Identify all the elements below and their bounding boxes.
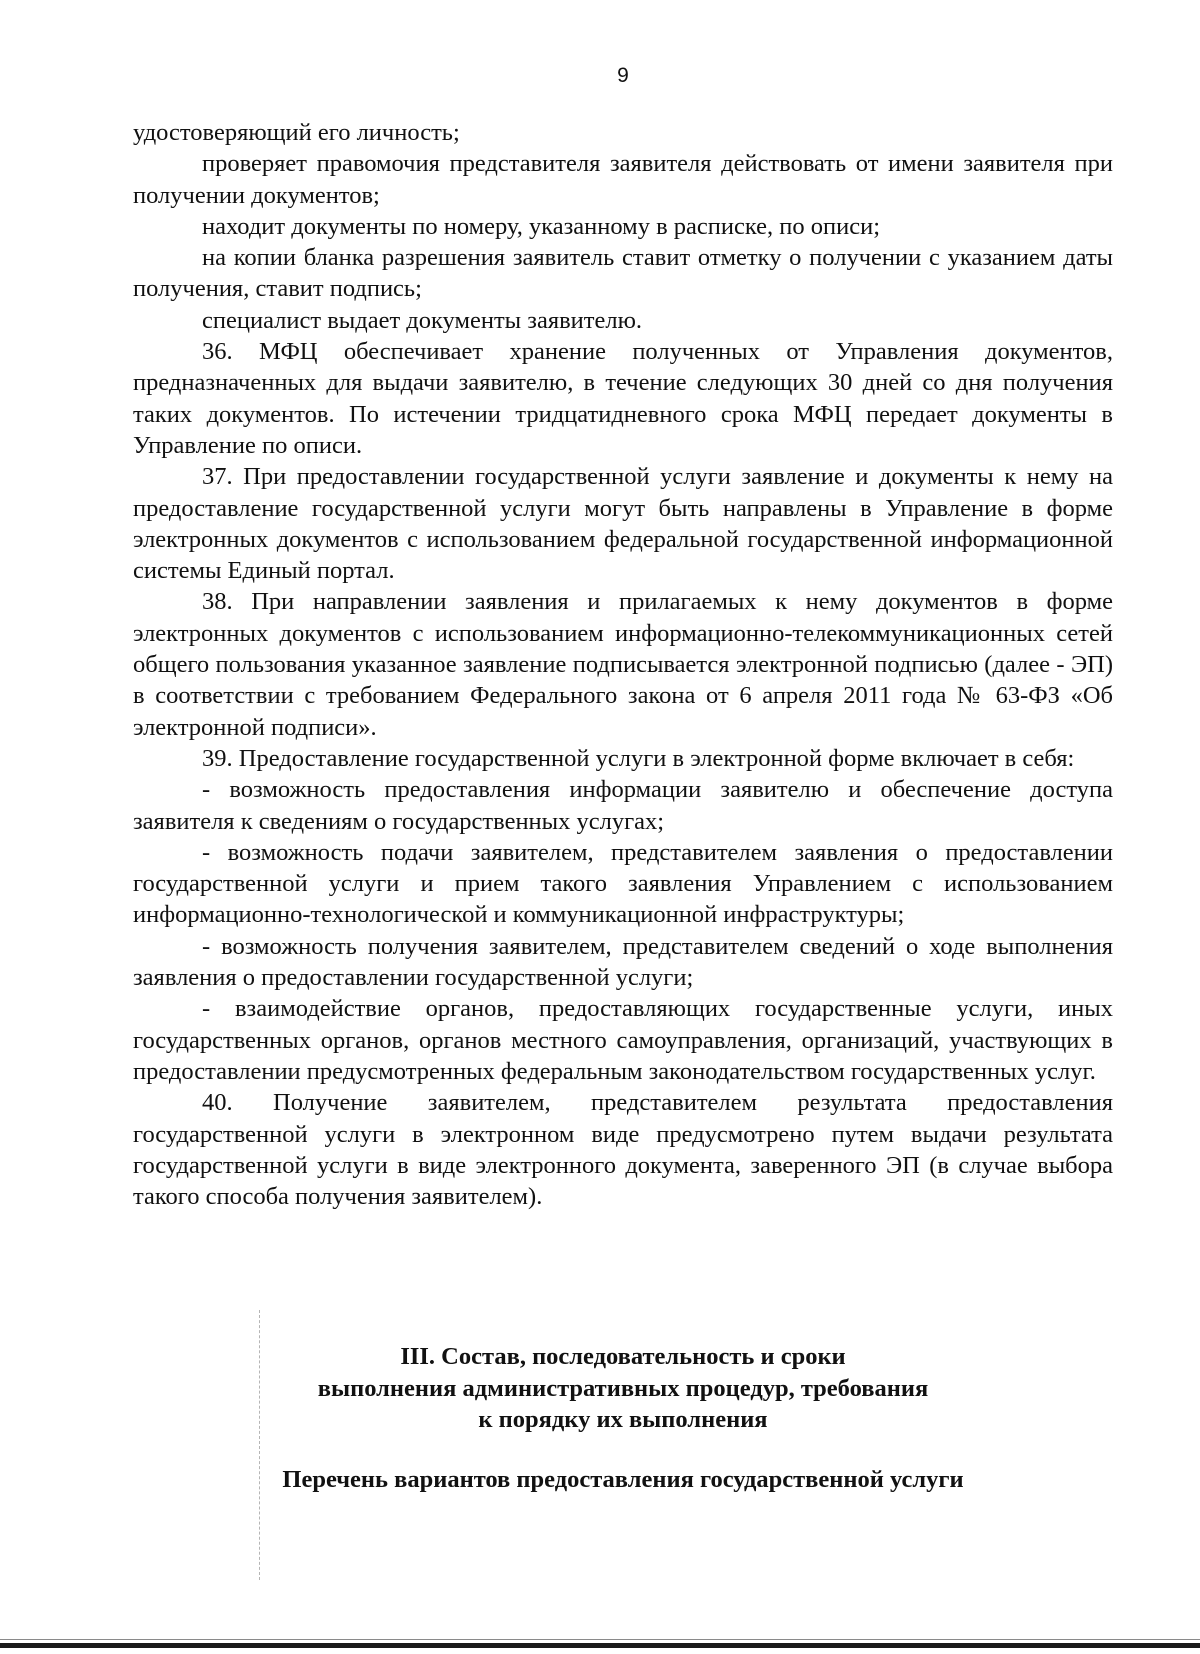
paragraph: удостоверяющий его личность;: [133, 119, 460, 146]
paragraph-37: 37. При предоставлении государственной услуги заявление и документы к нему на предоставление государственной услуги могут быть направлены в Управление в форме электронных документов с использованием федеральной государственной информационной системы Единый портал.: [133, 463, 1113, 585]
paragraph-40: 40. Получение заявителем, представителем результата предоставления государственной услуги в электронном виде предусмотрено путем выдачи результата государственной услуги в виде электронного документа, заверенного ЭП (в случае выбора такого способа получения заявителем).: [133, 1089, 1113, 1211]
subheading: Перечень вариантов предоставления государственной услуги: [282, 1466, 964, 1493]
paragraph-39: 39. Предоставление государственной услуги в электронной форме включает в себя:: [202, 744, 1075, 772]
scan-artifact-line: [259, 1310, 260, 1580]
paragraph: специалист выдает документы заявителю.: [202, 306, 643, 334]
paragraph: на копии бланка разрешения заявитель ставит отметку о получении с указанием даты получения, ставит подпись;: [133, 244, 1113, 303]
list-item: - возможность подачи заявителем, представителем заявления о предоставлении государственной услуги и прием такого заявления Управлением с использованием информационно-технологической и коммуникационной инфраструктуры;: [133, 838, 1113, 929]
paragraph-36: 36. МФЦ обеспечивает хранение полученных от Управления документов, предназначенных для выдачи заявителю, в течение следующих 30 дней со дня получения таких документов. По истечении тридцатидневного срока МФЦ передает документы в Управление по описи.: [133, 338, 1113, 459]
body-text: [133, 117, 1113, 1212]
list-item: - возможность предоставления информации заявителю и обеспечение доступа заявителя к сведениям о государственных услугах;: [133, 776, 1113, 835]
scan-edge-line: [0, 1639, 1200, 1640]
section-heading-line: выполнения административных процедур, требования: [317, 1374, 929, 1402]
section-heading: [133, 1341, 1113, 1436]
paragraph: находит документы по номеру, указанному в расписке, по описи;: [202, 212, 881, 240]
paragraph-38: 38. При направлении заявления и прилагаемых к нему документов в форме электронных документов с использованием информационно-телекоммуникационных сетей общего пользования указанное заявление подписывается электронной подписью (далее - ЭП) в соответствии с требованием Федерального закона от 6 апреля 2011 года № 63-ФЗ «Об электронной подписи».: [133, 588, 1113, 741]
section-heading-line: III. Состав, последовательность и сроки: [400, 1343, 846, 1370]
section-heading-line: к порядку их выполнения: [478, 1406, 768, 1433]
list-item: - взаимодействие органов, предоставляющих государственные услуги, иных государственных органов, органов местного самоуправления, организаций, участвующих в предоставлении предусмотренных федеральным законодательством государственных услуг.: [133, 995, 1113, 1085]
paragraph: проверяет правомочия представителя заявителя действовать от имени заявителя при получении документов;: [133, 150, 1113, 209]
scan-edge-border: [0, 1643, 1200, 1648]
page-number: 9: [617, 64, 629, 87]
list-item: - возможность получения заявителем, представителем сведений о ходе выполнения заявления о предоставлении государственной услуги;: [133, 932, 1113, 992]
